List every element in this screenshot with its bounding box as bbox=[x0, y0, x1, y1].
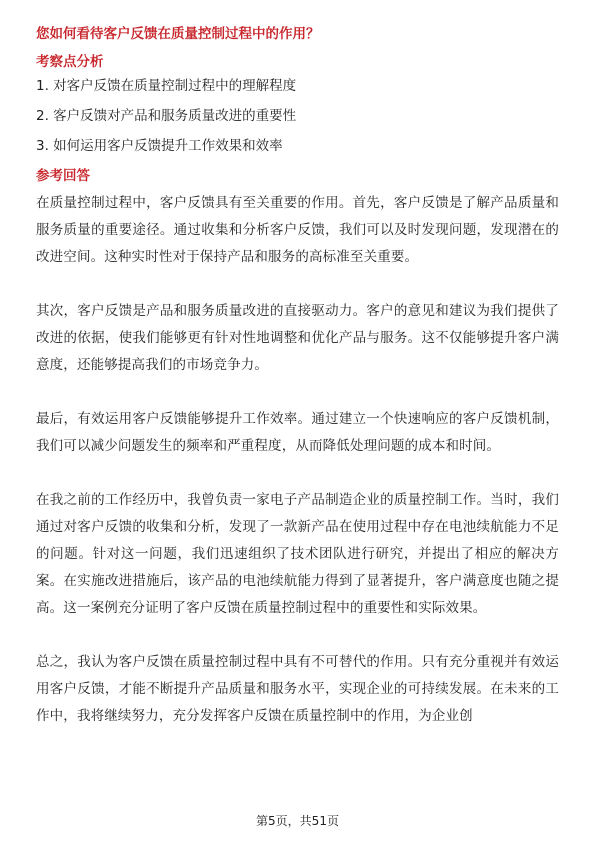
analysis-heading: 考察点分析 bbox=[36, 54, 104, 70]
document-page bbox=[36, 24, 559, 757]
answer-heading: 参考回答 bbox=[36, 168, 90, 184]
question-title: 您如何看待客户反馈在质量控制过程中的作用？ bbox=[36, 26, 320, 42]
answer-body bbox=[36, 190, 559, 730]
answer-paragraph: 其次，客户反馈是产品和服务质量改进的直接驱动力。客户的意见和建议为我们提供了改进的依据，使我们能够更有针对性地调整和优化产品与服务。这不仅能够提升客户满意度，还能够提高我们的市场竞争力。 bbox=[36, 303, 559, 373]
answer-paragraph: 在我之前的工作经历中，我曾负责一家电子产品制造企业的质量控制工作。当时，我们通过对客户反馈的收集和分析，发现了一款新产品在使用过程中存在电池续航能力不足的问题。针对这一问题，我们迅速组织了技术团队进行研究，并提出了相应的解决方案。在实施改进措施后，该产品的电池续航能力得到了显著提升，客户满意度也随之提高。这一案例充分证明了客户反馈在质量控制过程中的重要性和实际效果。 bbox=[36, 492, 559, 616]
analysis-points bbox=[36, 76, 559, 156]
answer-paragraph: 总之，我认为客户反馈在质量控制过程中具有不可替代的作用。只有充分重视并有效运用客户反馈，才能不断提升产品质量和服务水平，实现企业的可持续发展。在未来的工作中，我将继续努力，充分发挥客户反馈在质量控制中的作用，为企业创 bbox=[36, 654, 559, 724]
analysis-point: 1. 对客户反馈在质量控制过程中的理解程度 bbox=[36, 78, 297, 94]
analysis-point: 3. 如何运用客户反馈提升工作效果和效率 bbox=[36, 138, 283, 154]
answer-paragraph: 在质量控制过程中，客户反馈具有至关重要的作用。首先，客户反馈是了解产品质量和服务质量的重要途径。通过收集和分析客户反馈，我们可以及时发现问题，发现潜在的改进空间。这种实时性对于保持产品和服务的高标准至关重要。 bbox=[36, 195, 559, 265]
page-number: 第5页，共51页 bbox=[256, 814, 339, 828]
analysis-point: 2. 客户反馈对产品和服务质量改进的重要性 bbox=[36, 108, 297, 124]
answer-paragraph: 最后，有效运用客户反馈能够提升工作效率。通过建立一个快速响应的客户反馈机制，我们可以减少问题发生的频率和严重程度，从而降低处理问题的成本和时间。 bbox=[36, 411, 559, 454]
